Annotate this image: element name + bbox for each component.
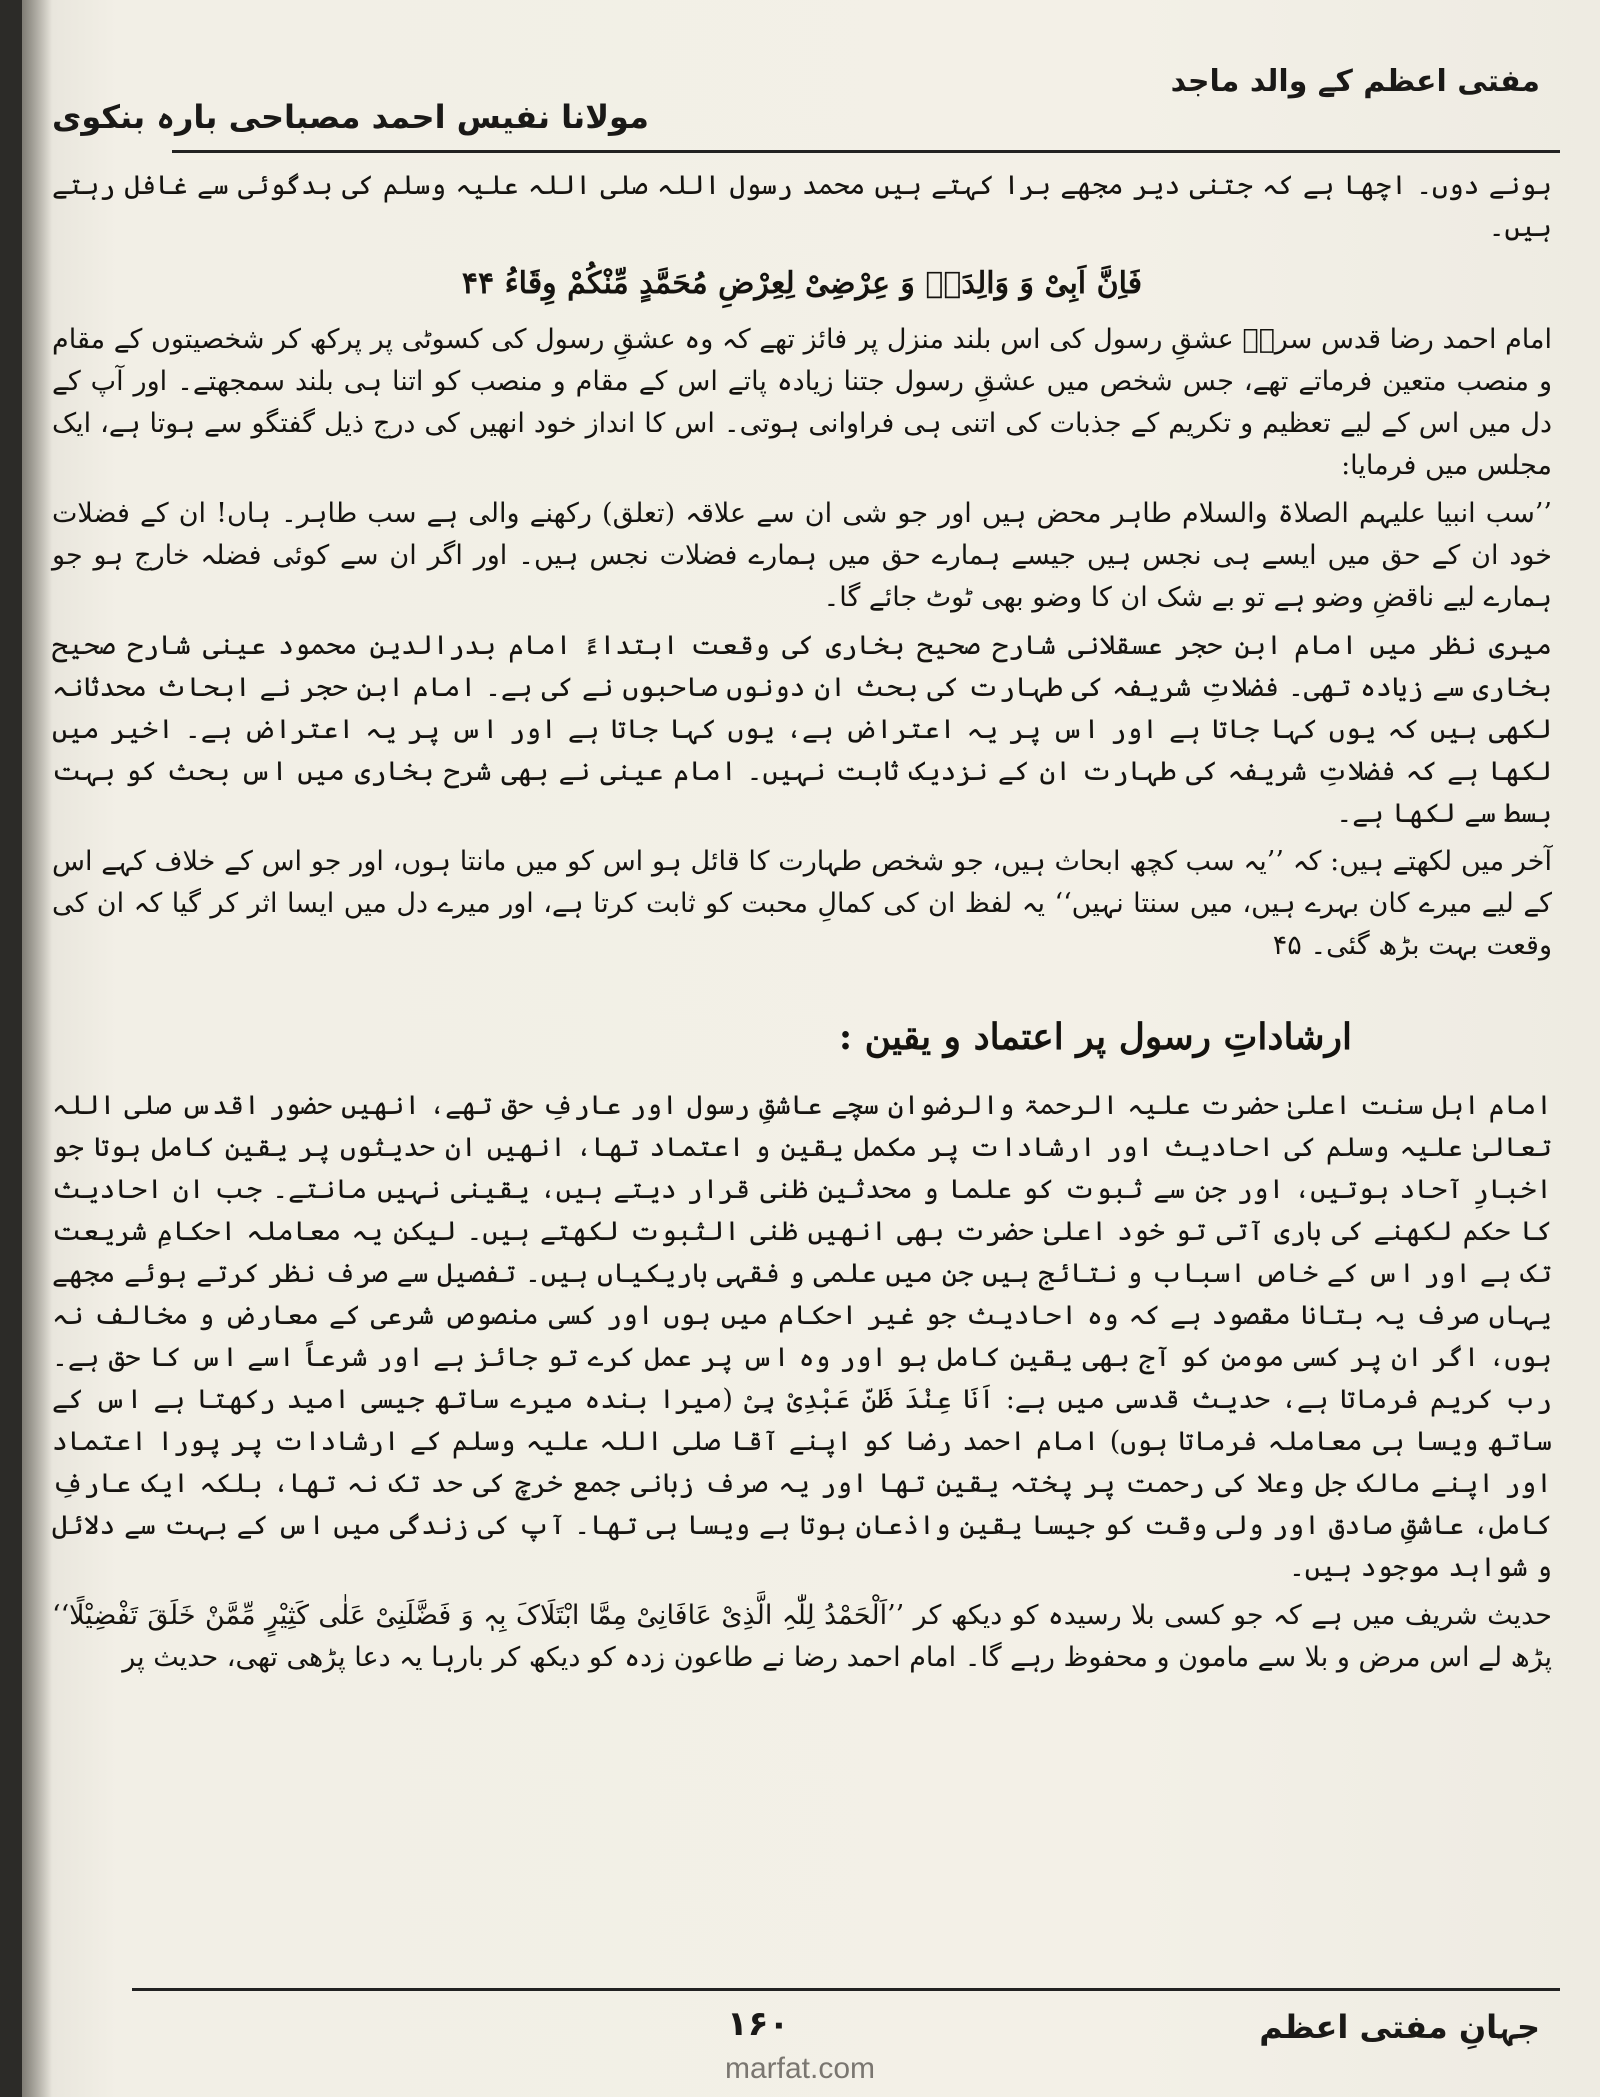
page-body	[52, 165, 1552, 1685]
paragraph: ہونے دوں۔ اچھا ہے کہ جتنی دیر مجھے برا کہتے ہیں محمد رسول اللہ صلی اللہ علیہ وسلم کی بدگوئی سے غافل رہتے ہیں۔	[52, 170, 1552, 243]
paragraph: امام احمد رضا قدس سرہٗ عشقِ رسول کی اس بلند منزل پر فائز تھے کہ وہ عشقِ رسول کی کسوٹی پر پرکھ کر شخصیتوں کے مقام و منصب متعین فرماتے تھے، جس شخص میں عشقِ رسول جتنا زیادہ پاتے اس کے مقام و منصب کو اتنا ہی بلند سمجھتے۔ اور آپ کے دل میں اس کے لیے تعظیم و تکریم کے جذبات کی اتنی ہی فراوانی ہوتی۔ اس کا انداز خود انھیں کی درج ذیل گفتگو سے ہوتا ہے، ایک مجلس میں فرمایا:	[52, 324, 1553, 481]
paragraph: امام اہل سنت اعلیٰ حضرت علیہ الرحمۃ والرضوان سچے عاشقِ رسول اور عارفِ حق تھے، انھیں حضور اقدس صلی اللہ تعالیٰ علیہ وسلم کی احادیث اور ارشادات پر مکمل یقین و اعتماد تھا، انھیں ان حدیثوں پر یقین کامل ہوتا جو اخبارِ آحاد ہوتیں، اور جن سے ثبوت کو علما و محدثین ظنی قرار دیتے ہیں، یقینی نہیں مانتے۔ جب ان احادیث کا حکم لکھنے کی باری آتی تو خود اعلیٰ حضرت بھی انھیں ظنی الثبوت لکھتے ہیں۔ لیکن یہ معاملہ احکامِ شریعت تک ہے اور اس کے خاص اسباب و نتائج ہیں جن میں علمی و فقہی باریکیاں ہیں۔ تفصیل سے صرف نظر کرتے ہوئے مجھے یہاں صرف یہ بتانا مقصود ہے کہ وہ احادیث جو غیر احکام میں ہوں اور کسی منصوص شرعی کے معارض و مخالف نہ ہوں، اگر ان پر کسی مومن کو آج بھی یقینِ کامل ہو اور وہ اس پر عمل کرے تو جائز ہے اور شرعاً اسے اس کا حق ہے۔ رب کریم فرماتا ہے، حدیث قدسی میں ہے: اَنَا عِنْدَ ظَنِّ عَبْدِیْ بِیْ (میرا بندہ میرے ساتھ جیسی امید رکھتا ہے اس کے ساتھ ویسا ہی معاملہ فرماتا ہوں) امام احمد رضا کو اپنے آقا صلی اللہ علیہ وسلم کے ارشادات پر پورا اعتماد اور اپنے مالک جل وعلا کی رحمت پر پختہ یقین تھا اور یہ صرف زبانی جمع خرچ کی حد تک نہ تھا، بلکہ ایک عارفِ کامل، عاشقِ صادق اور ولی وقت کو جیسا یقین واذعان ہوتا ہے ویسا ہی تھا۔ آپ کی زندگی میں اس کے بہت سے دلائل و شواہد موجود ہیں۔	[52, 1090, 1552, 1583]
page-number: ۱۶۰	[727, 2004, 790, 2044]
paragraph: میری نظر میں امام ابن حجر عسقلانی شارح صحیح بخاری کی وقعت ابتداءً امام بدرالدین محمود عینی شارح صحیح بخاری سے زیادہ تھی۔ فضلاتِ شریفہ کی طہارت کی بحث ان دونوں صاحبوں نے کی ہے۔ امام ابن حجر نے ابحاث محدثانہ لکھی ہیں کہ یوں کہا جاتا ہے اور اس پر یہ اعتراض ہے، یوں کہا جاتا ہے اور اس پر یہ اعتراض ہے۔ اخیر میں لکھا ہے کہ فضلاتِ شریفہ کی طہارت ان کے نزدیک ثابت نہیں۔ امام عینی نے بھی شرح بخاری میں اس بحث کو بہت بسط سے لکھا ہے۔	[52, 630, 1552, 829]
arabic-verse: فَاِنَّ اَبِیْ وَ وَالِدَہٗ وَ عِرْضِیْ لِعِرْضِ مُحَمَّدٍ مِّنْکُمْ وِقَاءُ ۴۴	[461, 266, 1143, 301]
section-heading: ارشاداتِ رسول پر اعتماد و یقین :	[838, 1016, 1352, 1058]
running-header-author: مولانا نفیس احمد مصباحی بارہ بنکوی	[52, 98, 649, 136]
quote-paragraph: ’’سب انبیا علیہم الصلاۃ والسلام طاہر محض ہیں اور جو شی ان سے علاقہ (تعلق) رکھنے والی ہے سب طاہر۔ ہاں! ان کے فضلات خود ان کے حق میں ایسے ہی نجس ہیں جیسے ہمارے حق میں ہمارے فضلات نجس ہیں۔ اور اگر ان سے کوئی فضلہ خارج ہو جو ہمارے لیے ناقضِ وضو ہے تو بے شک ان کا وضو بھی ٹوٹ جائے گا۔	[52, 498, 1552, 613]
footer-book-title: جہانِ مفتی اعظم	[1259, 2008, 1540, 2046]
paragraph: آخر میں لکھتے ہیں: کہ ’’یہ سب کچھ ابحاث ہیں، جو شخص طہارت کا قائل ہو اس کو میں مانتا ہوں، اور جو اس کے خلاف کہے اس کے لیے میرے کان بہرے ہیں، میں سنتا نہیں‘‘ یہ لفظ ان کی کمالِ محبت کو ثابت کرتا ہے، اور میرے دل میں ایسا اثر کر گیا کہ ان کی وقعت بہت بڑھ گئی۔ ۴۵	[52, 846, 1552, 961]
footer-rule	[132, 1988, 1560, 1991]
watermark: marfat.com	[724, 2052, 876, 2085]
header-rule	[172, 150, 1560, 153]
page-gutter-shadow	[22, 0, 52, 2097]
book-page	[22, 0, 1600, 2097]
running-header-chapter: مفتی اعظم کے والد ماجد	[1170, 64, 1540, 99]
paragraph: حدیث شریف میں ہے کہ جو کسی بلا رسیدہ کو دیکھ کر ’’اَلْحَمْدُ لِلّٰہِ الَّذِیْ عَافَانِیْ مِمَّا ابْتَلَاکَ بِہٖ وَ فَضَّلَنِیْ عَلٰی کَثِیْرٍ مِّمَّنْ خَلَقَ تَفْضِیْلًا‘‘ پڑھ لے اس مرض و بلا سے مامون و محفوظ رہے گا۔ امام احمد رضا نے طاعون زدہ کو دیکھ کر بارہا یہ دعا پڑھی تھی، حدیث پر	[52, 1600, 1552, 1673]
